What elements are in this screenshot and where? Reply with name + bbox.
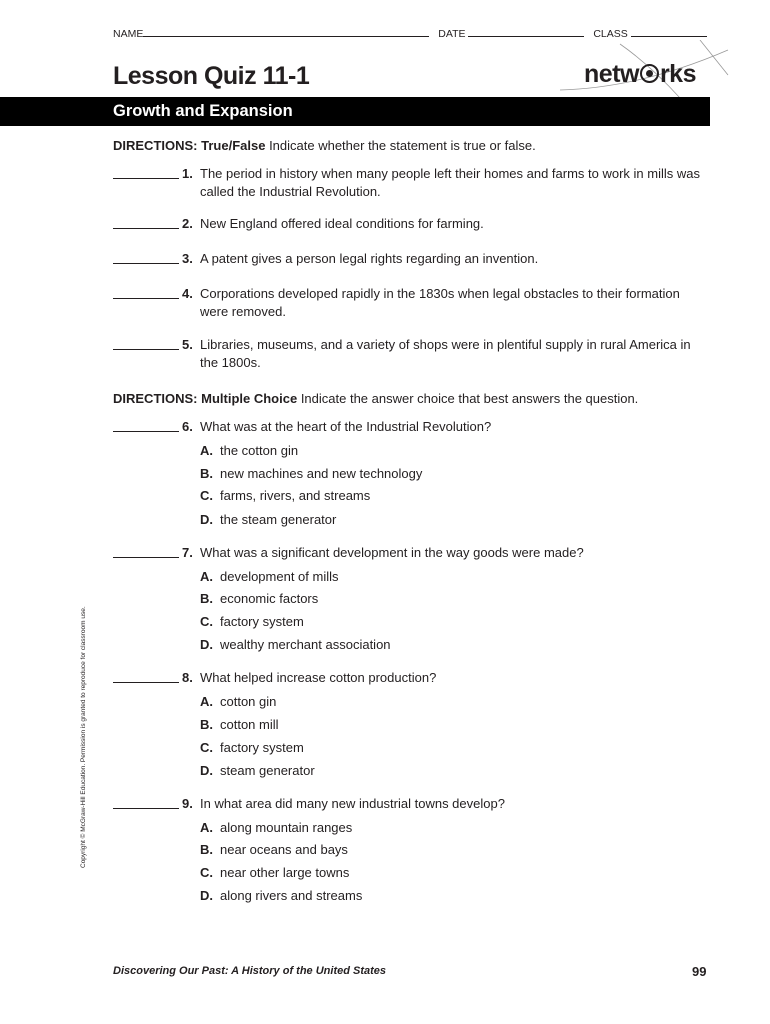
header-line xyxy=(113,26,713,40)
answer-blank[interactable] xyxy=(113,544,179,558)
directions-true-false: DIRECTIONS: True/False Indicate whether the statement is true or false. xyxy=(113,138,536,153)
option-9d: D. along rivers and streams xyxy=(200,888,363,903)
copyright-notice: Copyright © McGraw-Hill Education. Permission is granted to reproduce for classroom use. xyxy=(80,606,87,868)
networks-logo: netw rks xyxy=(584,60,696,88)
question-8: 8. What helped increase cotton production? xyxy=(113,669,708,687)
option-9c: C. near other large towns xyxy=(200,865,350,880)
option-7b: B. economic factors xyxy=(200,591,319,606)
option-8a: A. cotton gin xyxy=(200,694,277,709)
directions-multiple-choice: DIRECTIONS: Multiple Choice Indicate the answer choice that best answers the question. xyxy=(113,391,639,406)
option-9b: B. near oceans and bays xyxy=(200,842,348,857)
option-6a: A. the cotton gin xyxy=(200,443,299,458)
question-3: 3. A patent gives a person legal rights regarding an invention. xyxy=(113,250,708,268)
name-label: NAME xyxy=(113,28,144,40)
option-9a: A. along mountain ranges xyxy=(200,820,353,835)
date-field[interactable] xyxy=(468,26,584,37)
section-bar xyxy=(0,97,710,126)
question-4: 4. Corporations developed rapidly in the 1830s when legal obstacles to their formation were removed. xyxy=(113,285,708,321)
answer-blank[interactable] xyxy=(113,215,179,229)
date-label: DATE xyxy=(438,28,466,40)
question-2: 2. New England offered ideal conditions for farming. xyxy=(113,215,708,233)
question-5: 5. Libraries, museums, and a variety of shops were in plentiful supply in rural America in the 1800s. xyxy=(113,336,708,372)
page-title: Lesson Quiz 11-1 xyxy=(113,62,310,90)
answer-blank[interactable] xyxy=(113,250,179,264)
option-6c: C. farms, rivers, and streams xyxy=(200,488,371,503)
class-label: CLASS xyxy=(593,28,628,40)
answer-blank[interactable] xyxy=(113,285,179,299)
option-6d: D. the steam generator xyxy=(200,512,337,527)
name-field[interactable] xyxy=(143,26,429,37)
answer-blank[interactable] xyxy=(113,165,179,179)
footer-title: Discovering Our Past: A History of the United States xyxy=(113,965,387,977)
option-8d: D. steam generator xyxy=(200,763,315,778)
question-1: 1. The period in history when many people left their homes and farms to work in mills was called the Industrial Revolution. xyxy=(113,165,708,201)
option-8b: B. cotton mill xyxy=(200,717,279,732)
section-title: Growth and Expansion xyxy=(113,102,293,120)
logo-o-icon xyxy=(640,64,659,83)
answer-blank[interactable] xyxy=(113,336,179,350)
option-7c: C. factory system xyxy=(200,614,304,629)
question-7: 7. What was a significant development in the way goods were made? xyxy=(113,544,708,562)
page-number: 99 xyxy=(692,964,707,979)
question-9: 9. In what area did many new industrial towns develop? xyxy=(113,795,708,813)
answer-blank[interactable] xyxy=(113,418,179,432)
option-7a: A. development of mills xyxy=(200,569,339,584)
answer-blank[interactable] xyxy=(113,669,179,683)
option-6b: B. new machines and new technology xyxy=(200,466,423,481)
question-6: 6. What was at the heart of the Industrial Revolution? xyxy=(113,418,708,436)
answer-blank[interactable] xyxy=(113,795,179,809)
option-7d: D. wealthy merchant association xyxy=(200,637,391,652)
class-field[interactable] xyxy=(631,26,707,37)
option-8c: C. factory system xyxy=(200,740,304,755)
